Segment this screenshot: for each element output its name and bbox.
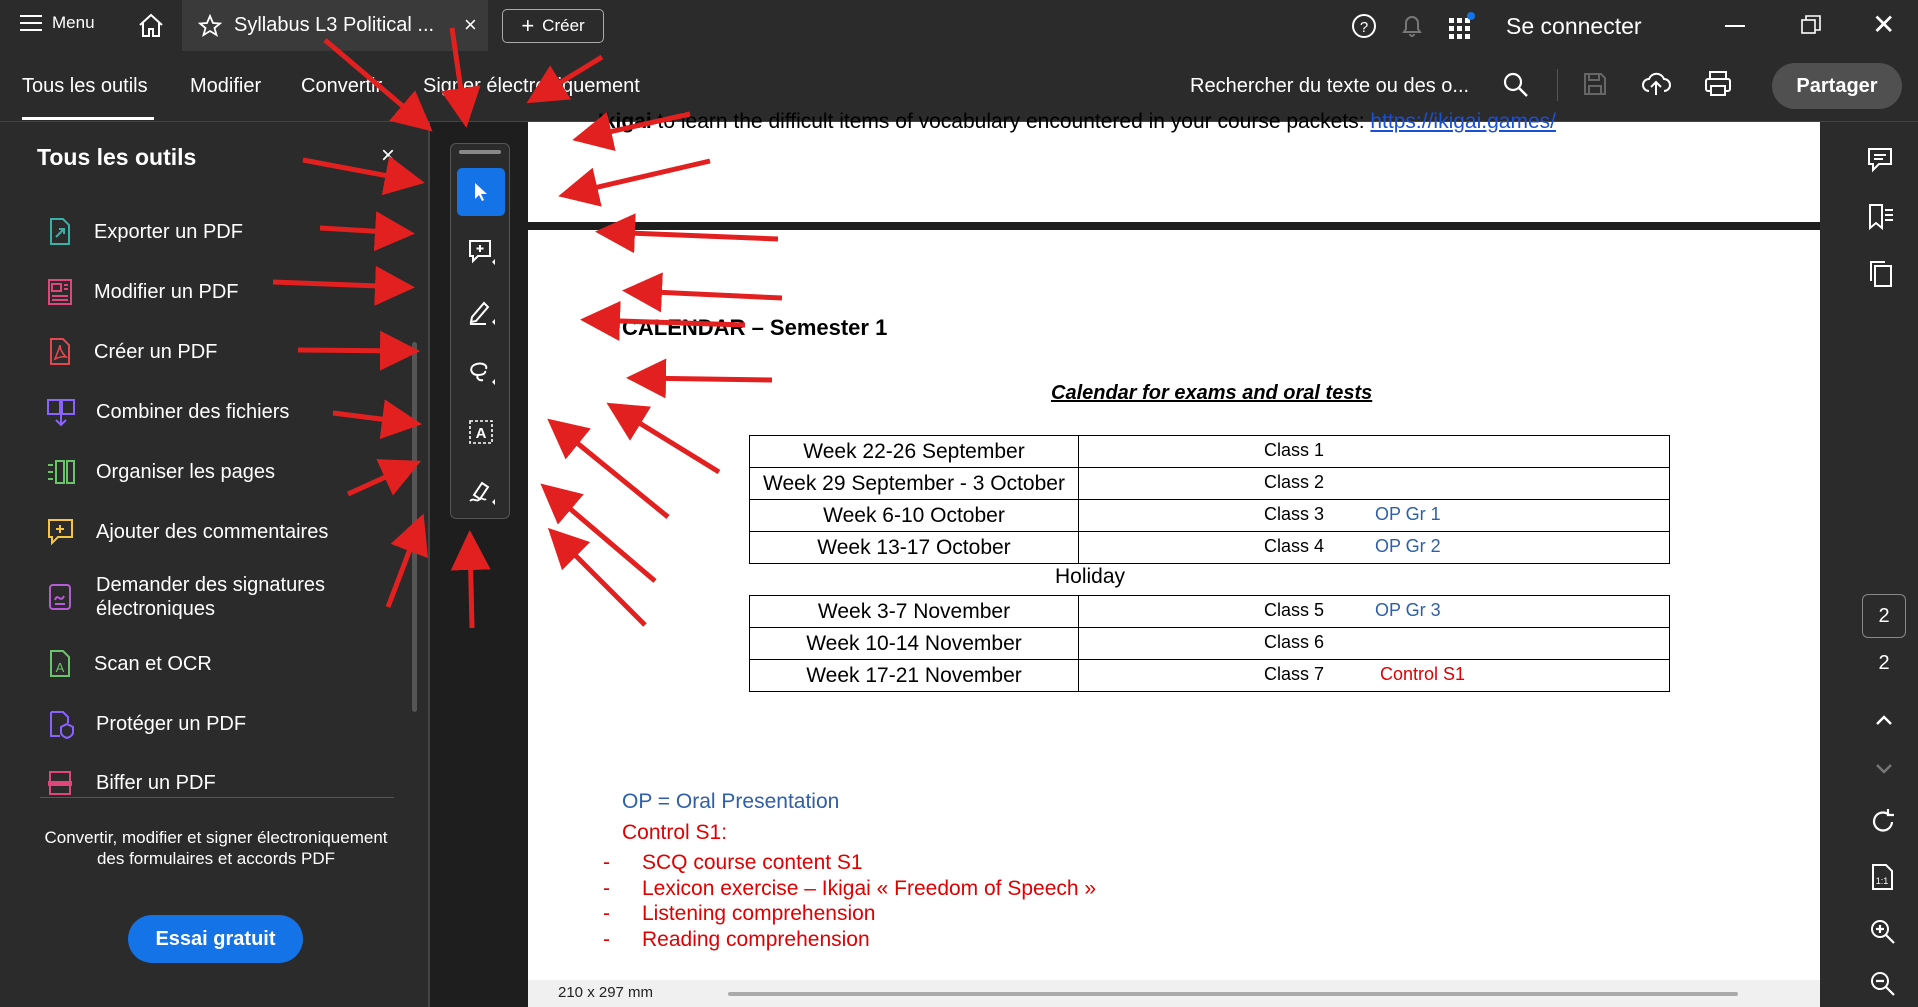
search-text-input[interactable]: Rechercher du texte ou des o... <box>1190 75 1470 97</box>
home-button[interactable] <box>137 12 165 38</box>
page-size-label: 210 x 297 mm <box>558 984 654 1001</box>
list-item <box>603 902 1096 928</box>
list-item <box>603 851 1096 877</box>
table-row <box>750 436 1670 468</box>
class-label: Class 1 <box>1264 440 1325 460</box>
control-title: Control S1: <box>622 821 728 844</box>
week-cell: Week 6-10 October <box>750 500 1079 532</box>
svg-text:?: ? <box>1359 19 1369 36</box>
list-item-text: Listening comprehension <box>642 902 876 925</box>
tool-label: Exporter un PDF <box>94 220 243 243</box>
list-item <box>603 928 1096 954</box>
table-row <box>750 628 1670 660</box>
class-cell <box>1079 596 1670 628</box>
current-page-input[interactable]: 2 <box>1862 594 1906 638</box>
horizontal-scrollbar[interactable] <box>728 992 1738 996</box>
menu-edit[interactable]: Modifier <box>190 75 262 97</box>
select-tool-button[interactable] <box>457 168 505 216</box>
class-cell <box>1079 468 1670 500</box>
ikigai-link[interactable]: https://ikigai.games/ <box>1370 110 1556 133</box>
tool-label: Protéger un PDF <box>96 712 247 735</box>
svg-text:A: A <box>475 425 487 442</box>
class-label: Class 2 <box>1264 472 1325 492</box>
print-icon[interactable] <box>1703 69 1733 99</box>
tool-request-signatures[interactable] <box>46 573 396 621</box>
pen-icon <box>466 297 496 327</box>
create-label: Créer <box>542 16 585 35</box>
tab-title: Syllabus L3 Political ... <box>234 14 435 36</box>
minimize-icon[interactable] <box>1725 25 1745 27</box>
op-legend: OP = Oral Presentation <box>622 790 840 813</box>
free-trial-button[interactable]: Essai gratuit <box>128 915 303 963</box>
create-button[interactable] <box>502 9 604 43</box>
divider <box>1557 69 1558 101</box>
bullet-dash: - <box>603 927 610 951</box>
tool-add-comments[interactable] <box>46 517 328 547</box>
class-cell <box>1079 660 1670 692</box>
cursor-arrow-icon <box>469 180 493 204</box>
export-pdf-icon <box>46 217 74 247</box>
heading-part-2: – Semester 1 <box>745 315 888 340</box>
title-bar <box>0 0 1918 51</box>
heading-part-1: CALENDAR <box>622 315 746 340</box>
tool-edit-pdf[interactable] <box>46 277 239 307</box>
zoom-out-icon[interactable] <box>1868 969 1898 999</box>
comment-tool-button[interactable] <box>457 228 505 276</box>
promo-text: Convertir, modifier et signer électroniquement des formulaires et accords PDF <box>44 828 388 868</box>
highlight-tool-button[interactable] <box>457 288 505 336</box>
plus-icon: + <box>521 13 535 38</box>
restore-icon[interactable] <box>1800 14 1822 36</box>
tool-redact-pdf[interactable] <box>46 768 216 798</box>
actual-size-icon[interactable] <box>1868 862 1898 892</box>
text-select-tool-button[interactable] <box>457 408 505 456</box>
fill-sign-icon <box>466 477 496 507</box>
quick-tools-strip <box>450 143 510 519</box>
class-cell <box>1079 532 1670 564</box>
ikigai-bold: Ikigai <box>598 110 652 133</box>
bullet-dash: - <box>603 902 610 925</box>
week-cell: Week 13-17 October <box>750 532 1079 564</box>
comments-panel-icon[interactable] <box>1866 145 1896 175</box>
calendar-heading <box>622 315 887 341</box>
list-item-text: Lexicon exercise – Ikigai « Freedom of Speech » <box>642 876 1097 900</box>
redact-pdf-icon <box>46 768 76 798</box>
pdf-page-2 <box>528 230 1822 982</box>
calendar-table-2 <box>749 595 1670 692</box>
star-icon <box>198 14 222 38</box>
table-row <box>750 500 1670 532</box>
panel-title: Tous les outils <box>37 144 197 170</box>
note-label: Control S1 <box>1380 664 1466 684</box>
table-row <box>750 596 1670 628</box>
search-icon[interactable] <box>1502 71 1530 99</box>
ikigai-text: to learn the difficult items of vocabulary encountered in your course packets: <box>651 110 1371 133</box>
tool-label: Modifier un PDF <box>94 280 239 303</box>
note-label: OP Gr 3 <box>1375 600 1441 620</box>
total-pages: 2 <box>1878 652 1890 674</box>
class-label: Class 6 <box>1264 632 1325 652</box>
active-tab-underline <box>22 117 154 120</box>
bullet-dash: - <box>603 876 610 900</box>
pages-thumbnails-icon[interactable] <box>1866 259 1896 289</box>
sign-tool-button[interactable] <box>457 468 505 516</box>
tab-close-icon[interactable]: × <box>464 12 477 37</box>
holiday-label: Holiday <box>1054 565 1126 588</box>
list-item-text: SCQ course content S1 <box>642 851 863 874</box>
menu-label: Menu <box>52 13 95 32</box>
tool-export-pdf[interactable] <box>46 217 243 247</box>
close-window-icon[interactable]: ✕ <box>1872 9 1896 40</box>
class-label: Class 7 <box>1264 664 1325 684</box>
panel-close-icon[interactable]: × <box>381 142 396 169</box>
control-list <box>603 851 1096 953</box>
note-label: OP Gr 2 <box>1375 536 1441 556</box>
tool-label: Scan et OCR <box>94 652 212 675</box>
svg-text:A: A <box>55 660 65 675</box>
class-label: Class 3 <box>1264 504 1325 524</box>
tool-create-pdf[interactable] <box>46 337 217 367</box>
week-cell: Week 17-21 November <box>750 660 1079 692</box>
help-icon[interactable] <box>1351 13 1377 39</box>
table-row <box>750 532 1670 564</box>
tool-label: Ajouter des commentaires <box>96 520 329 543</box>
list-item <box>603 877 1096 903</box>
ikigai-line <box>598 110 1556 134</box>
table-row <box>750 468 1670 500</box>
tool-label: Combiner des fichiers <box>96 400 290 423</box>
all-tools-panel <box>0 122 430 1007</box>
status-bar <box>528 980 1820 1007</box>
right-rail <box>1820 122 1918 1007</box>
organize-pages-icon <box>46 457 76 487</box>
table-row <box>750 660 1670 692</box>
rotate-icon[interactable] <box>1868 807 1898 837</box>
combine-files-icon <box>46 397 76 427</box>
tool-label: Créer un PDF <box>94 340 218 363</box>
add-comment-icon <box>466 237 496 267</box>
tool-scan-ocr[interactable] <box>46 649 212 679</box>
share-button[interactable]: Partager <box>1772 63 1902 109</box>
chevron-up-icon[interactable] <box>1872 708 1896 732</box>
menu-convert[interactable]: Convertir <box>301 75 383 97</box>
note-label: OP Gr 1 <box>1375 504 1441 524</box>
class-cell <box>1079 628 1670 660</box>
menu-e-sign[interactable]: Signer électroniquement <box>423 75 640 97</box>
menu-button[interactable] <box>20 13 95 33</box>
week-cell: Week 22-26 September <box>750 436 1079 468</box>
bullet-dash: - <box>603 851 610 874</box>
chevron-down-icon[interactable] <box>1872 756 1896 780</box>
sign-in-link[interactable]: Se connecter <box>1506 13 1642 39</box>
bookmarks-icon[interactable] <box>1866 202 1896 232</box>
list-item-text: Reading comprehension <box>642 927 870 951</box>
hamburger-icon <box>20 14 42 32</box>
tool-protect-pdf[interactable] <box>46 709 246 739</box>
calendar-table-1 <box>749 435 1670 564</box>
save-icon[interactable] <box>1582 71 1608 97</box>
tool-label: Demander des signatures électroniques <box>96 574 326 620</box>
menu-all-tools[interactable]: Tous les outils <box>22 75 148 97</box>
pdf-page-1 <box>528 110 1822 222</box>
upload-cloud-icon[interactable] <box>1641 69 1671 99</box>
zoom-in-icon[interactable] <box>1868 917 1898 947</box>
drag-handle[interactable] <box>459 150 501 154</box>
comment-icon <box>46 517 76 547</box>
class-cell <box>1079 436 1670 468</box>
document-tab[interactable] <box>182 0 488 51</box>
create-pdf-icon <box>46 337 74 367</box>
panel-scrollbar[interactable] <box>412 342 417 712</box>
notification-bell-icon[interactable] <box>1400 13 1424 39</box>
draw-tool-button[interactable] <box>457 348 505 396</box>
lasso-icon <box>466 357 496 387</box>
tool-label: Organiser les pages <box>96 460 275 483</box>
tool-organize-pages[interactable] <box>46 457 275 487</box>
week-cell: Week 29 September - 3 October <box>750 468 1079 500</box>
class-cell <box>1079 500 1670 532</box>
class-label: Class 5 <box>1264 600 1325 620</box>
home-icon <box>137 12 165 38</box>
class-label: Class 4 <box>1264 536 1325 556</box>
protect-pdf-icon <box>46 709 76 739</box>
svg-text:1:1: 1:1 <box>1875 876 1889 886</box>
text-box-icon <box>466 417 496 447</box>
calendar-subtitle: Calendar for exams and oral tests <box>1051 382 1373 404</box>
week-cell: Week 3-7 November <box>750 596 1079 628</box>
tool-label: Biffer un PDF <box>96 771 216 794</box>
week-cell: Week 10-14 November <box>750 628 1079 660</box>
tool-combine-files[interactable] <box>46 397 289 427</box>
panel-divider <box>40 797 394 798</box>
request-signature-icon <box>46 582 76 612</box>
scan-ocr-icon <box>46 649 74 679</box>
edit-pdf-icon <box>46 277 74 307</box>
apps-grid-icon[interactable] <box>1447 12 1475 40</box>
